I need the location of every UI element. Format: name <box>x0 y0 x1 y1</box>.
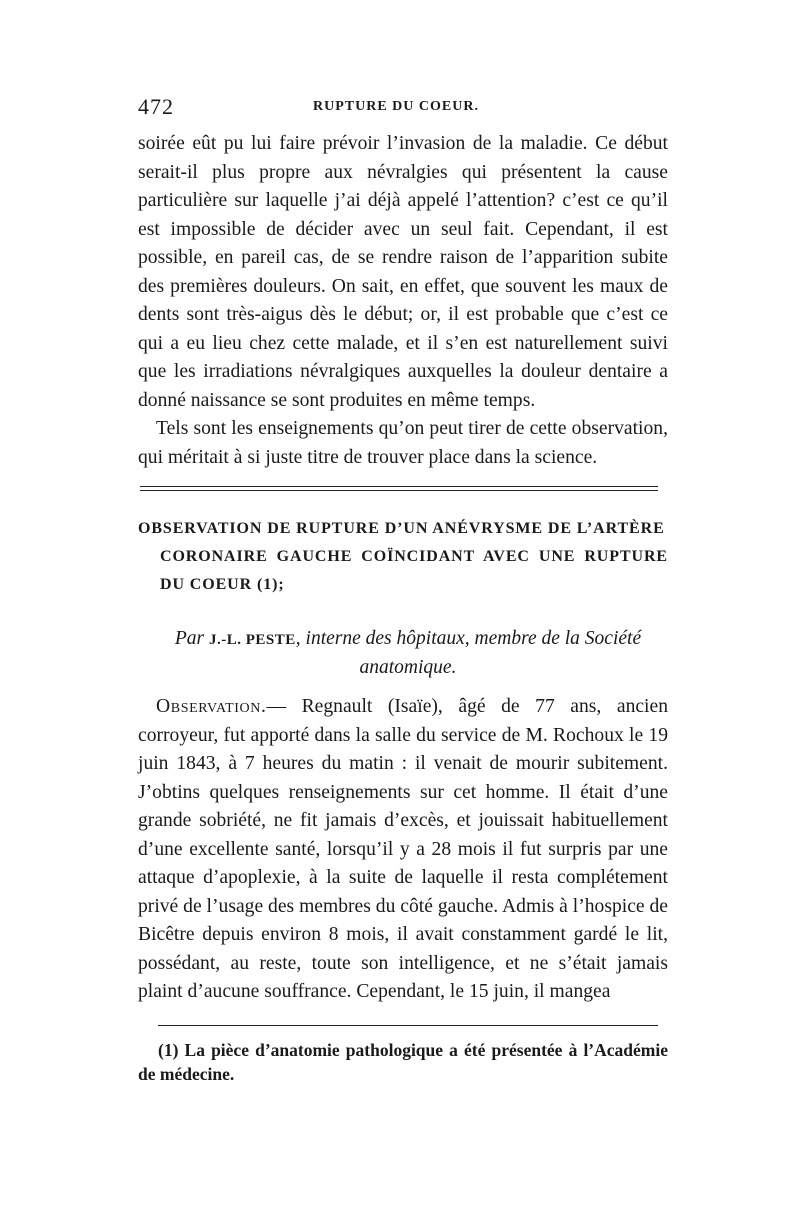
footnote: (1) La pièce d’anatomie pathologique a été présentée à l’Académie de médecine. <box>138 1039 668 1084</box>
section-title <box>138 515 668 599</box>
paragraph-conclusion: Tels sont les enseignements qu’on peut tirer de cette observation, qui méritait à si juste titre de trouver place dans la science. <box>138 418 668 468</box>
author-affiliation: , interne des hôpitaux, membre de la Société anatomique. <box>295 628 642 678</box>
paragraph-continued: soirée eût pu lui faire prévoir l’invasion de la maladie. Ce début serait-il plus propre aux névralgies qui présentent la cause particulière sur laquelle j’ai déjà appelé l’attention? c’est ce qu’il est impossible de décider avec un seul fait. Cependant, il est possible, en pareil cas, de se rendre raison de l’apparition subite des premières douleurs. On sait, en effet, que souvent les maux de dents sont très-aigus dès le début; or, il est probable que c’est ce qui a eu lieu chez cette malade, et il s’en est naturellement suivi que les irradiations névralgiques auxquelles la douleur dentaire a donné naissance se sont produites en même temps. <box>138 133 668 411</box>
section-title-line2: CORONAIRE GAUCHE COÏNCIDANT AVEC UNE RUPTURE DU COEUR <box>160 548 668 593</box>
section-title-line1: OBSERVATION DE RUPTURE D’UN ANÉVRYSME DE L’ARTÈRE <box>138 520 665 537</box>
running-head <box>138 94 668 130</box>
observation-paragraph <box>138 693 668 1007</box>
footnote-divider <box>158 1025 658 1026</box>
author-prefix: Par <box>174 628 210 649</box>
observation-label: Observation. <box>156 696 267 717</box>
section-divider <box>140 486 658 491</box>
running-title: RUPTURE DU COEUR. <box>313 99 479 114</box>
book-page <box>138 94 668 1086</box>
page-number: 472 <box>138 94 174 119</box>
footnote-reference: (1); <box>252 576 285 593</box>
author-byline <box>148 625 668 681</box>
author-name: J.-L. PESTE <box>209 632 296 648</box>
observation-text: — Regnault (Isaïe), âgé de 77 ans, ancien corroyeur, fut apporté dans la salle du service de M. Rochoux le 19 juin 1843, à 7 heures du matin : il venait de mourir subitement. J’obtins quelques renseignements sur cet homme. Il était d’une grande sobriété, ne fit jamais d’excès, et jouissait habituellement d’une excellente santé, lorsqu’il y a 28 mois il fut surpris par une attaque d’apoplexie, à la suite de laquelle il resta complétement privé de l’usage des membres du côté gauche. Admis à l’hospice de Bicêtre depuis environ 8 mois, il avait constamment gardé le lit, possédant, au reste, toute son intelligence, et ne s’était jamais plaint d’aucune souffrance. Cependant, le 15 juin, il mangea <box>138 696 668 1002</box>
